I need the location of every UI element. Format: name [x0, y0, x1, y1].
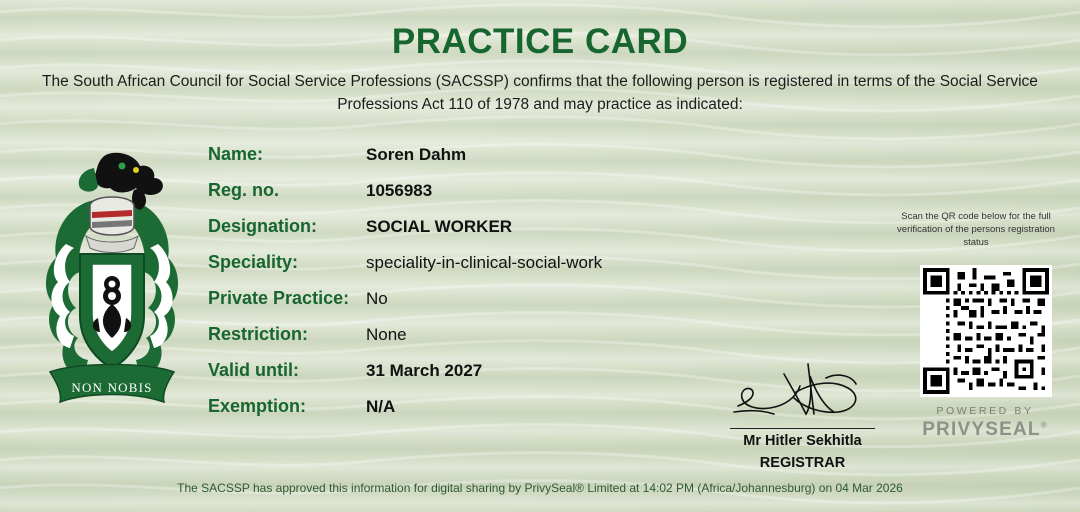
field-row-name [208, 144, 768, 180]
field-label-reg-no: Reg. no. [208, 180, 279, 200]
signature-line [730, 428, 875, 429]
qr-code[interactable] [920, 265, 1052, 397]
registered-mark: ® [1040, 420, 1048, 430]
field-label-designation: Designation: [208, 216, 318, 236]
field-label-restriction: Restriction: [208, 324, 309, 344]
field-row-reg-no [208, 180, 768, 216]
field-label-exemption: Exemption: [208, 396, 307, 416]
field-label-valid-until: Valid until: [208, 360, 300, 380]
field-label-private-practice: Private Practice: [208, 288, 350, 308]
crest-motto: NON NOBIS [71, 380, 153, 395]
signature-mark [722, 358, 882, 428]
field-row-designation [208, 216, 768, 252]
registrar-name: Mr Hitler Sekhitla [743, 433, 862, 449]
field-row-private-practice [208, 288, 768, 324]
coat-of-arms-icon [36, 148, 188, 410]
field-value-name: Soren Dahm [366, 145, 467, 164]
field-value-designation: SOCIAL WORKER [366, 217, 513, 236]
qr-instruction-text: Scan the QR code below for the full verification of the persons registration status [897, 211, 1055, 248]
field-value-private-practice: No [366, 289, 388, 308]
powered-by-label: POWERED BY [936, 405, 1034, 417]
details-list [208, 144, 768, 432]
field-label-speciality: Speciality: [208, 252, 299, 272]
field-value-speciality: speciality-in-clinical-social-work [366, 253, 603, 272]
approval-footer: The SACSSP has approved this information for digital sharing by PrivySeal® Limited at 14:02 PM (Africa/Johannesburg) on 04 Mar 2026 [177, 481, 903, 495]
field-value-reg-no: 1056983 [366, 181, 433, 200]
registrar-role: REGISTRAR [759, 455, 846, 471]
privyseal-brand-text: PRIVYSEAL [922, 419, 1041, 440]
field-value-restriction: None [366, 325, 407, 344]
intro-text: The South African Council for Social Service Professions (SACSSP) confirms that the following person is registered in terms of the Social Service Professions Act 110 of 1978 and may practice as indicated: [42, 73, 1038, 113]
field-row-exemption [208, 396, 768, 432]
field-row-speciality [208, 252, 768, 288]
field-value-valid-until: 31 March 2027 [366, 361, 483, 380]
field-label-name: Name: [208, 144, 264, 164]
field-row-restriction [208, 324, 768, 360]
page-title: PRACTICE CARD [391, 22, 689, 61]
field-row-valid-until [208, 360, 768, 396]
field-value-exemption: N/A [366, 397, 396, 416]
